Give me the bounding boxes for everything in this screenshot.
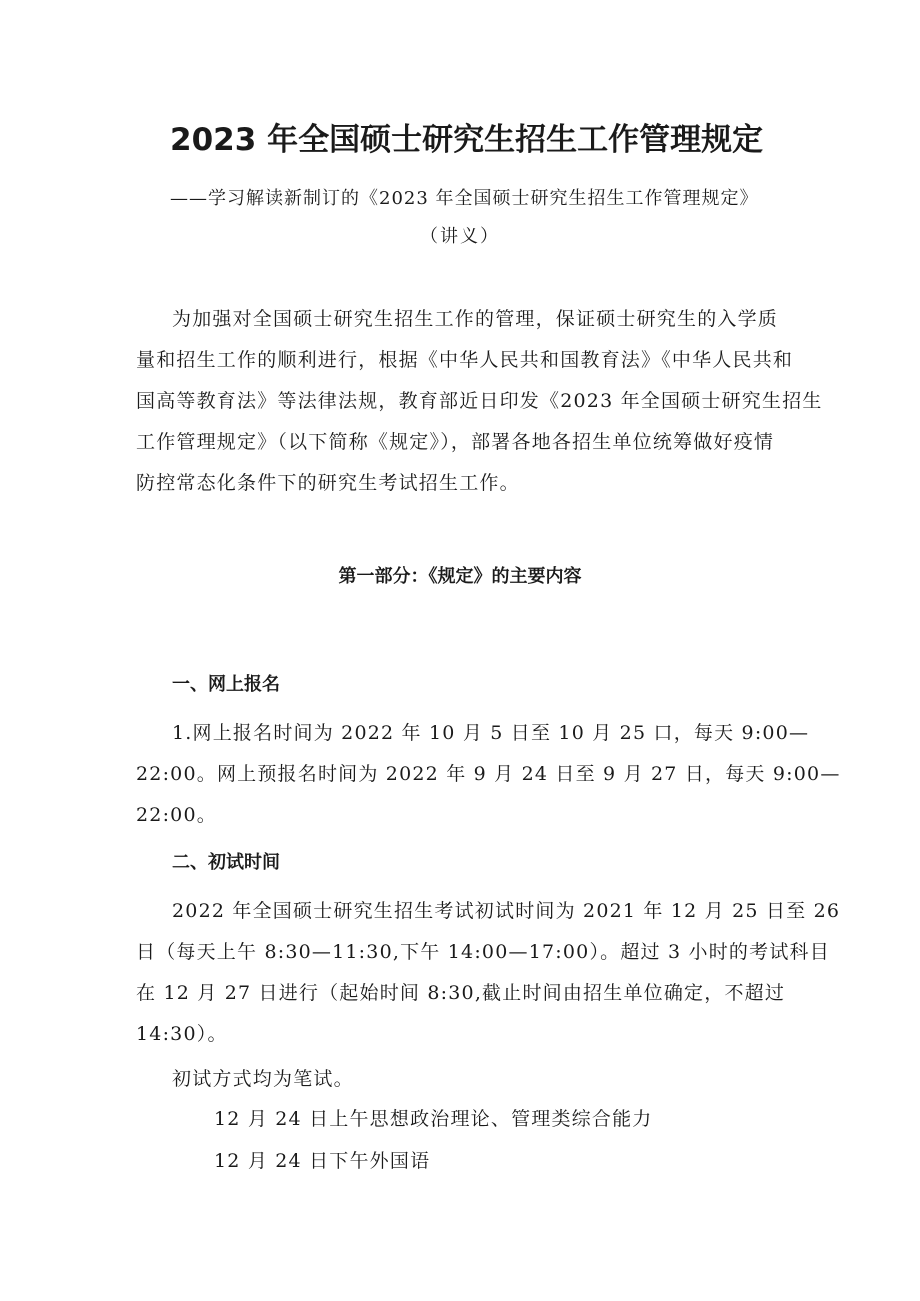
document-subtitle: ——学习解读新制订的《2023 年全国硕士研究生招生工作管理规定》 [170,188,759,209]
section-line: 22:00。 [136,804,217,826]
section-line: 日（每天上午 8:30—11:30,下午 14:00—17:00）。超过 3 小时的考试科目 [136,941,830,963]
schedule-item: 12 月 24 日上午思想政治理论、管理类综合能力 [214,1108,653,1130]
section-line: 22:00。网上预报名时间为 2022 年 9 月 24 日至 9 月 27 日，每天 9:00— [136,763,841,785]
exam-method: 初试方式均为笔试。 [172,1068,354,1090]
intro-line: 量和招生工作的顺利进行，根据《中华人民共和国教育法》《中华人民共和 [136,349,794,371]
intro-line: 国高等教育法》等法律法规，教育部近日印发《2023 年全国硕士研究生招生 [136,390,823,412]
document-title: 2023 年全国硕士研究生招生工作管理规定 [170,122,764,158]
section-line: 1.网上报名时间为 2022 年 10 月 5 日至 10 月 25 口，每天 9:00— [172,722,810,744]
section-heading: 二、初试时间 [172,852,280,873]
section-line: 2022 年全国硕士研究生招生考试初试时间为 2021 年 12 月 25 日至 26 [172,900,841,922]
section-line: 在 12 月 27 日进行（起始时间 8:30,截止时间由招生单位确定，不超过 [136,982,786,1004]
part-heading: 第一部分：《规定》的主要内容 [338,566,582,587]
intro-line: 工作管理规定》（以下简称《规定》），部署各地各招生单位统筹做好疫情 [136,431,775,453]
intro-line: 防控常态化条件下的研究生考试招生工作。 [136,472,520,494]
schedule-item: 12 月 24 日下午外国语 [214,1150,431,1172]
intro-line: 为加强对全国硕士研究生招生工作的管理，保证硕士研究生的入学质 [172,308,779,330]
section-line: 14:30）。 [136,1023,228,1045]
document-note: （讲义） [420,226,500,247]
section-heading: 一、网上报名 [172,674,280,695]
